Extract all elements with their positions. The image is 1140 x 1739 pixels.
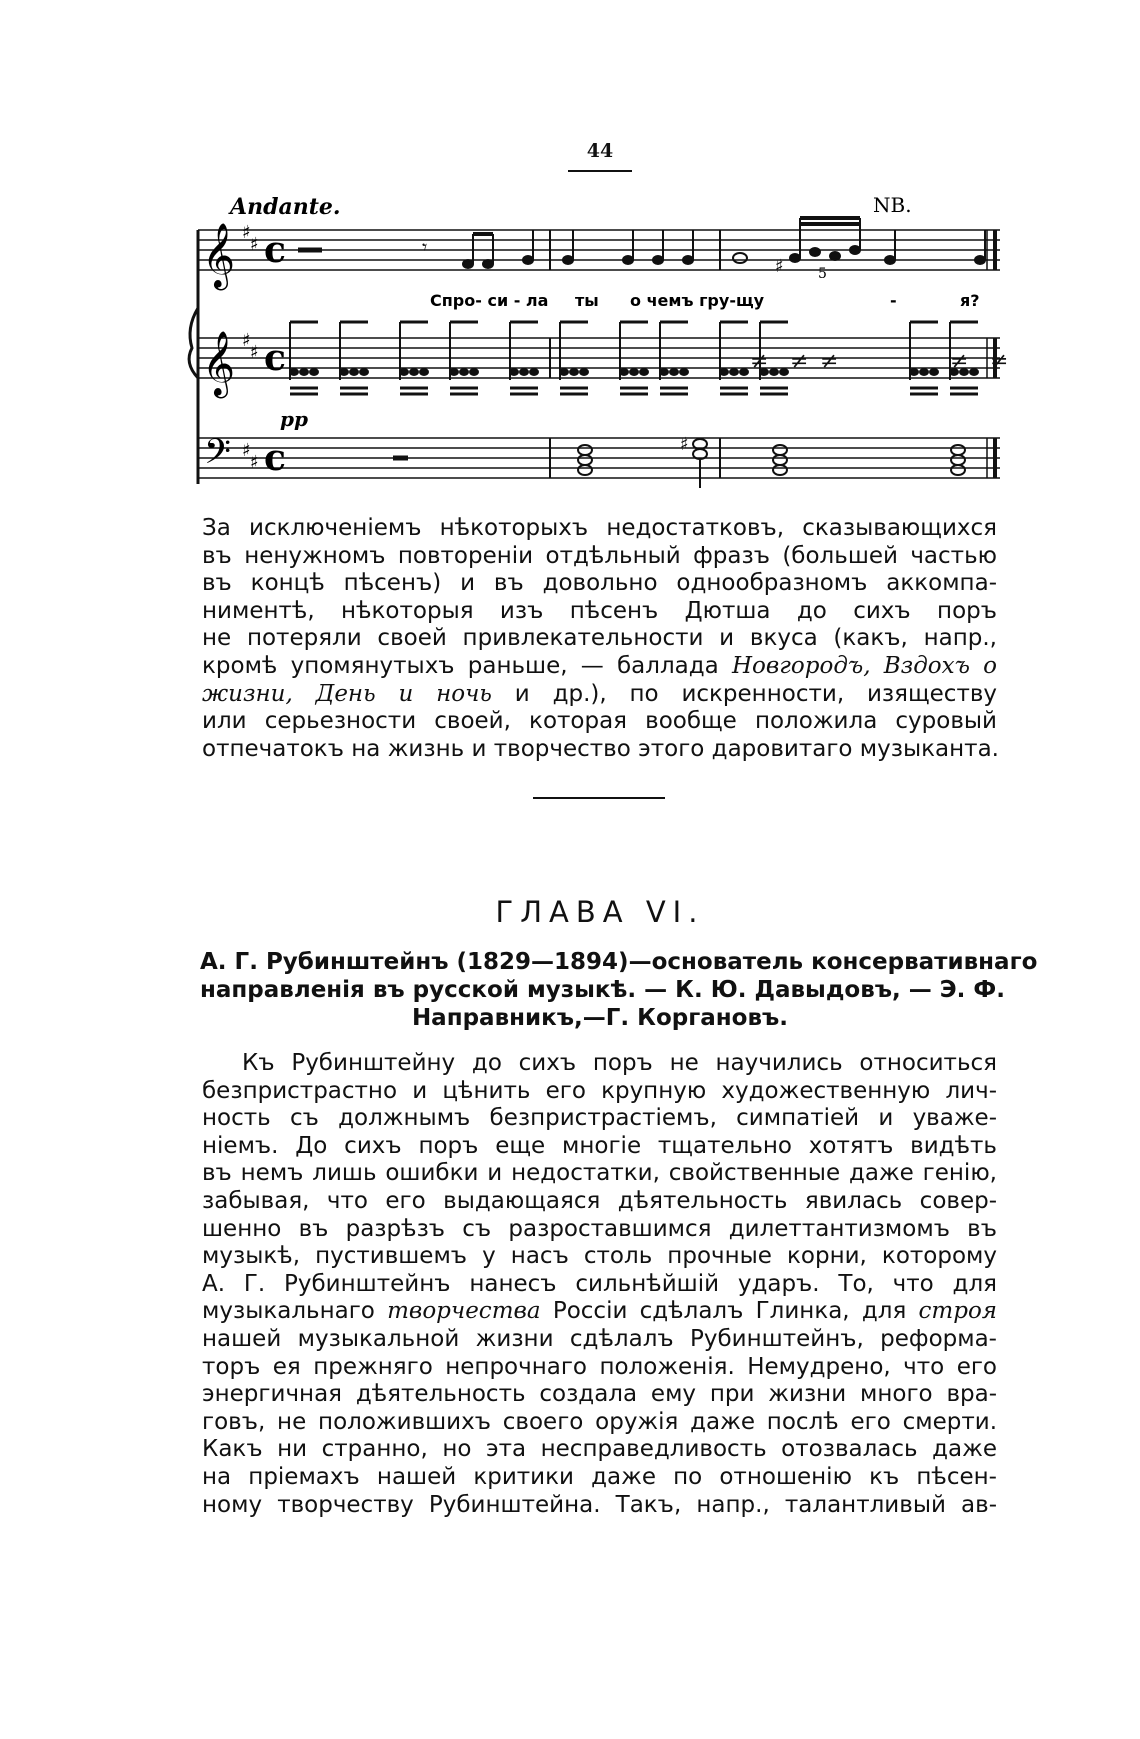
- svg-text:♯: ♯: [250, 452, 259, 473]
- lyric-3: о чемъ гру-щу: [630, 291, 765, 310]
- heading-line: Направникъ,—Г. Коргановъ.: [411, 1005, 789, 1031]
- heading-line: А. Г. Рубинштейнъ (1829—1894)—основатель консервативнаго: [200, 949, 1038, 975]
- paragraph-2: [202, 1050, 997, 1519]
- svg-text:♯: ♯: [250, 234, 259, 255]
- tempo-marking: Andante.: [230, 194, 341, 220]
- svg-text:c: c: [264, 337, 286, 379]
- svg-text:♯: ♯: [242, 330, 251, 351]
- text-line: въ немъ лишь ошибки и недостатки, свойственные даже генію,: [202, 1160, 997, 1187]
- lyric-5: я?: [960, 291, 980, 310]
- text-line: А. Г. Рубинштейнъ нанесъ сильнѣйшій ударъ. То, что для: [202, 1270, 997, 1297]
- text-line: шенно въ разрѣзъ съ разроставшимся дилеттантизмомъ въ: [202, 1215, 997, 1242]
- text-line: За исключеніемъ нѣкоторыхъ недостатковъ, сказывающихся: [202, 515, 997, 541]
- text-line-with-italics: [202, 653, 997, 681]
- chapter-heading: [200, 948, 1038, 1032]
- nb-marking: NB.: [873, 193, 912, 217]
- text-line: ность съ должнымъ безпристрастіемъ, симпатіей и уваже-: [202, 1105, 997, 1132]
- svg-text:≠: ≠: [790, 349, 809, 374]
- svg-text:≠: ≠: [750, 349, 769, 374]
- text-line: нашей музыкальной жизни сдѣлалъ Рубинштейнъ, реформа-: [202, 1325, 997, 1352]
- treble-clef-icon: 𝄞: [202, 331, 236, 396]
- italic-title: Новгородъ,: [731, 652, 871, 679]
- text-line-with-italics: [202, 1298, 997, 1326]
- lyric-2: ты: [575, 291, 599, 310]
- svg-text:♯: ♯: [680, 434, 689, 455]
- text-line: въ концѣ пѣсенъ) и въ довольно однообразномъ аккомпа-: [202, 570, 997, 597]
- text-line: ниментѣ, нѣкоторыя изъ пѣсенъ Дютша до сихъ поръ: [202, 597, 997, 624]
- text-line: Къ Рубинштейну до сихъ поръ не научились относиться: [242, 1050, 997, 1076]
- text-line-with-italics: [202, 681, 997, 709]
- treble-clef-icon: 𝄞: [202, 223, 236, 288]
- svg-text:𝄾: 𝄾: [422, 235, 428, 259]
- text-segment: музыкальнаго: [202, 1298, 375, 1325]
- piano-bass-notes: [393, 434, 965, 488]
- text-line: безпристрастно и цѣнить его крупную художественную лич-: [202, 1077, 997, 1104]
- italic-word: творчества: [387, 1298, 541, 1325]
- text-line: на пріемахъ нашей критики даже по отношенію къ пѣсен-: [202, 1463, 997, 1490]
- svg-text:≠: ≠: [820, 349, 839, 374]
- svg-text:♯: ♯: [242, 222, 251, 243]
- text-line: ному творчеству Рубинштейна. Такъ, напр., талантливый ав-: [202, 1491, 997, 1518]
- italic-word: строя: [918, 1298, 998, 1325]
- italic-title: жизни,: [202, 680, 293, 707]
- text-segment: кромѣ упомянутыхъ раньше, — баллада: [202, 652, 719, 679]
- page-number-rule: [568, 170, 632, 172]
- text-line: Какъ ни странно, но эта несправедливость отозвалась даже: [202, 1436, 997, 1463]
- text-line: музыкѣ, пустившемъ у насъ столь прочные корни, которому: [202, 1243, 997, 1270]
- text-line: не потеряли своей привлекательности и вкуса (какъ, напр.,: [202, 625, 997, 652]
- text-line: отпечатокъ на жизнь и творчество этого даровитаго музыканта.: [202, 735, 999, 762]
- svg-text:c: c: [264, 437, 286, 479]
- text-line: говъ, не положившихъ своего оружія даже послѣ его смерти.: [202, 1408, 997, 1435]
- italic-title: Вздохъ о: [883, 652, 997, 679]
- text-segment: Россіи сдѣлалъ Глинка, для: [552, 1298, 907, 1325]
- svg-text:c: c: [264, 229, 286, 271]
- page-number: 44: [586, 140, 614, 162]
- text-line: торъ ея прежняго непрочнаго положенія. Немудрено, что его: [202, 1353, 997, 1380]
- section-divider: [533, 797, 665, 799]
- italic-title: День и ночь: [315, 680, 492, 707]
- bass-clef-icon: 𝄢: [204, 431, 232, 480]
- voice-notes: [298, 218, 985, 277]
- chapter-title: ГЛАВА VI.: [495, 895, 705, 929]
- svg-text:≠: ≠: [950, 349, 969, 374]
- lyric-1: Спро- си - ла: [430, 291, 549, 310]
- music-score: [190, 188, 1009, 498]
- text-segment: и др.), по искренности, изяществу: [514, 680, 998, 707]
- text-line: энергичная дѣятельность создала ему при жизни много вра-: [202, 1381, 997, 1408]
- tuplet-number: 5: [818, 266, 827, 282]
- svg-text:♯: ♯: [242, 440, 251, 461]
- text-line: въ ненужномъ повтореніи отдѣльный фразъ (большей частью: [202, 542, 997, 569]
- piano-bass-staff: [198, 438, 1000, 478]
- text-line: забывая, что его выдающаяся дѣятельность явилась совер-: [202, 1187, 997, 1214]
- svg-text:≠: ≠: [990, 349, 1009, 374]
- paragraph-1: [202, 515, 997, 763]
- svg-text:♯: ♯: [775, 256, 784, 277]
- lyrics: [430, 291, 980, 310]
- text-line: или серьезности своей, которая вообще положила суровый: [202, 708, 997, 735]
- dynamic-marking: pp: [280, 407, 308, 431]
- text-line: ніемъ. До сихъ поръ еще многіе тщательно хотятъ видѣть: [202, 1132, 997, 1159]
- heading-line: направленія въ русской музыкѣ. — К. Ю. Давыдовъ, — Э. Ф.: [200, 977, 1005, 1003]
- lyric-4: -: [890, 291, 897, 310]
- svg-text:♯: ♯: [250, 342, 259, 363]
